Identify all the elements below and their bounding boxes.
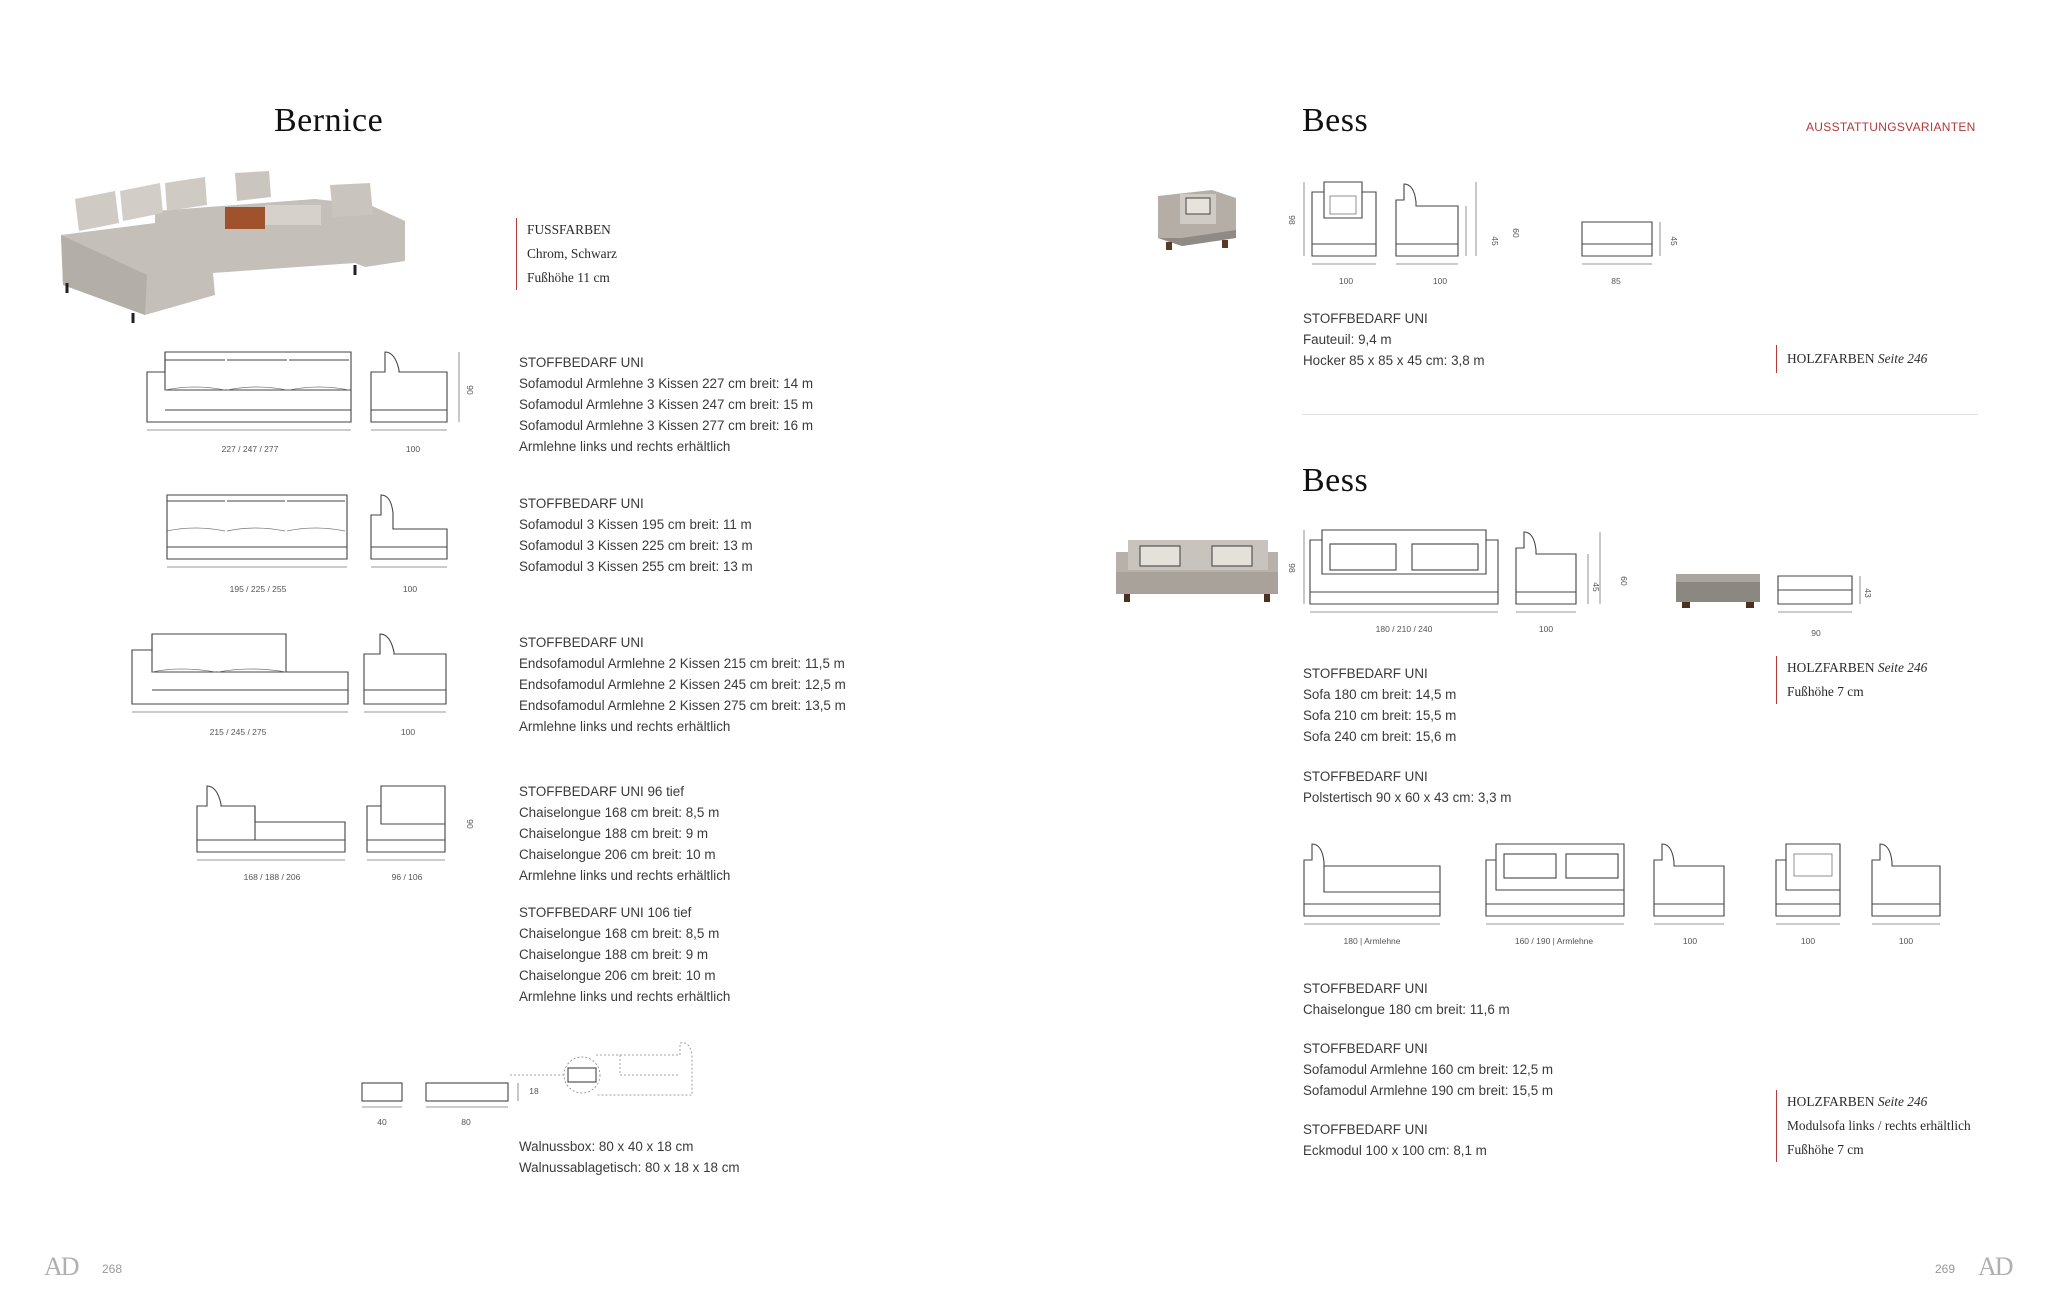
block-line: Sofamodul Armlehne 3 Kissen 227 cm breit: 14 m bbox=[519, 376, 813, 391]
dim-fauteuil-depth: 100 bbox=[1432, 276, 1448, 286]
dim-box-a: 40 bbox=[377, 1117, 387, 1127]
drawing-sofamodul-3-kissen bbox=[165, 493, 465, 573]
drawing-walnussbox bbox=[360, 1035, 730, 1115]
drawing-endsofamodul bbox=[130, 630, 460, 720]
text-block-bess-3 bbox=[1303, 766, 1511, 808]
block-heading: STOFFBEDARF UNI bbox=[519, 355, 644, 370]
dim-sofa-seat: 45 bbox=[1591, 582, 1601, 592]
block-line: Sofa 210 cm breit: 15,5 m bbox=[1303, 708, 1457, 723]
dim-d4-height: 90 bbox=[465, 819, 475, 829]
text-block-bess-6 bbox=[1303, 1119, 1487, 1161]
dim-d2-depth: 100 bbox=[402, 584, 418, 594]
logo-left: AD bbox=[44, 1252, 78, 1281]
holzfarben-line-2: Fußhöhe 7 cm bbox=[1787, 1142, 1864, 1157]
text-block-bess-5 bbox=[1303, 1038, 1553, 1101]
block-line: Sofamodul Armlehne 3 Kissen 277 cm breit: 16 m bbox=[519, 418, 813, 433]
block-line: Endsofamodul Armlehne 2 Kissen 245 cm breit: 12,5 m bbox=[519, 677, 846, 692]
dim-d1-width: 227 / 247 / 277 bbox=[221, 444, 279, 454]
dim-sofa-arm: 60 bbox=[1619, 576, 1629, 586]
holzfarben-ref: Seite 246 bbox=[1877, 660, 1928, 675]
bernice-title: Bernice bbox=[274, 102, 384, 139]
fuss-heading: FUSSFARBEN bbox=[527, 222, 611, 237]
block-heading: STOFFBEDARF UNI bbox=[1303, 769, 1428, 784]
holzfarben-ref: Seite 246 bbox=[1877, 1094, 1928, 1109]
section-label: AUSSTATTUNGSVARIANTEN bbox=[1806, 120, 1976, 134]
dim-d4-width: 168 / 188 / 206 bbox=[243, 872, 301, 882]
block-line: Fauteuil: 9,4 m bbox=[1303, 332, 1392, 347]
block-line: Polstertisch 90 x 60 x 43 cm: 3,3 m bbox=[1303, 790, 1512, 805]
block-line: Sofamodul Armlehne 3 Kissen 247 cm breit: 15 m bbox=[519, 397, 813, 412]
block-line: Chaiselongue 180 cm breit: 11,6 m bbox=[1303, 1002, 1510, 1017]
block-heading: STOFFBEDARF UNI bbox=[1303, 1122, 1428, 1137]
dim-d3-width: 215 / 245 / 275 bbox=[209, 727, 267, 737]
drawing-sofamodul-armlehne bbox=[145, 350, 475, 440]
block-heading: STOFFBEDARF UNI bbox=[1303, 311, 1428, 326]
bess-fauteuil-photo bbox=[1152, 180, 1242, 255]
dim-fauteuil-seat: 45 bbox=[1490, 236, 1500, 246]
block-line: Armlehne links und rechts erhältlich bbox=[519, 719, 731, 734]
drawing-bess-sofa bbox=[1300, 528, 1860, 620]
block-line: Armlehne links und rechts erhältlich bbox=[519, 989, 731, 1004]
text-block-3 bbox=[519, 632, 846, 737]
text-block-2 bbox=[519, 493, 753, 577]
block-line: Sofamodul Armlehne 190 cm breit: 15,5 m bbox=[1303, 1083, 1554, 1098]
bess-sofa-photo bbox=[1112, 532, 1282, 608]
fuss-colors: Chrom, Schwarz bbox=[527, 246, 617, 261]
holzfarben-callout-1 bbox=[1776, 345, 1927, 373]
dim-module-e: 100 bbox=[1898, 936, 1914, 946]
text-block-bess-2 bbox=[1303, 663, 1456, 747]
block-heading: STOFFBEDARF UNI 96 tief bbox=[519, 784, 684, 799]
dim-box-h: 18 bbox=[529, 1086, 539, 1096]
dim-sofa-width: 180 / 210 / 240 bbox=[1375, 624, 1433, 634]
holzfarben-callout-3 bbox=[1776, 1090, 1971, 1162]
bess-title-2: Bess bbox=[1302, 462, 1369, 499]
holzfarben-callout-2 bbox=[1776, 656, 1927, 704]
holzfarben-heading: HOLZFARBEN bbox=[1787, 351, 1875, 366]
block-line: Chaiselongue 206 cm breit: 10 m bbox=[519, 847, 716, 862]
dim-sofa-height: 98 bbox=[1287, 563, 1297, 573]
block-line: Sofamodul Armlehne 160 cm breit: 12,5 m bbox=[1303, 1062, 1554, 1077]
dim-fauteuil-arm: 60 bbox=[1511, 228, 1521, 238]
block-heading: STOFFBEDARF UNI bbox=[1303, 1041, 1428, 1056]
block-heading: STOFFBEDARF UNI bbox=[519, 635, 644, 650]
dim-tisch-height: 43 bbox=[1863, 588, 1873, 598]
block-line: Sofa 240 cm breit: 15,6 m bbox=[1303, 729, 1457, 744]
text-block-6 bbox=[519, 1136, 740, 1178]
dim-d3-depth: 100 bbox=[400, 727, 416, 737]
block-line: Chaiselongue 168 cm breit: 8,5 m bbox=[519, 805, 720, 820]
dim-fauteuil-width: 100 bbox=[1338, 276, 1354, 286]
logo-right: AD bbox=[1978, 1252, 2012, 1281]
block-line: Endsofamodul Armlehne 2 Kissen 275 cm breit: 13,5 m bbox=[519, 698, 846, 713]
dim-hocker-height: 45 bbox=[1669, 236, 1679, 246]
dim-module-d: 100 bbox=[1800, 936, 1816, 946]
block-line: Sofamodul 3 Kissen 225 cm breit: 13 m bbox=[519, 538, 753, 553]
dim-sofa-depth: 100 bbox=[1538, 624, 1554, 634]
block-line: Hocker 85 x 85 x 45 cm: 3,8 m bbox=[1303, 353, 1485, 368]
page-number-right: 269 bbox=[1935, 1262, 1956, 1276]
bess-title-1: Bess bbox=[1302, 102, 1369, 139]
holzfarben-ref: Seite 246 bbox=[1877, 351, 1928, 366]
block-line: Sofamodul 3 Kissen 195 cm breit: 11 m bbox=[519, 517, 752, 532]
drawing-chaiselongue bbox=[195, 780, 475, 870]
dim-chaiselongue: 180 | Armlehne bbox=[1343, 936, 1401, 946]
block-heading: STOFFBEDARF UNI bbox=[1303, 666, 1428, 681]
holzfarben-line: Fußhöhe 7 cm bbox=[1787, 684, 1864, 699]
dim-sofamodul: 160 / 190 | Armlehne bbox=[1514, 936, 1594, 946]
block-line: Walnussablagetisch: 80 x 18 x 18 cm bbox=[519, 1160, 740, 1175]
block-heading: STOFFBEDARF UNI bbox=[519, 496, 644, 511]
dim-box-b: 80 bbox=[461, 1117, 471, 1127]
dim-d4-depth: 96 / 106 bbox=[391, 872, 423, 882]
block-line: Chaiselongue 188 cm breit: 9 m bbox=[519, 826, 709, 841]
block-line: Armlehne links und rechts erhältlich bbox=[519, 439, 731, 454]
block-line: Armlehne links und rechts erhältlich bbox=[519, 868, 731, 883]
text-block-5 bbox=[519, 902, 730, 1007]
holzfarben-heading: HOLZFARBEN bbox=[1787, 1094, 1875, 1109]
dim-d1-depth: 100 bbox=[405, 444, 421, 454]
block-line: Endsofamodul Armlehne 2 Kissen 215 cm breit: 11,5 m bbox=[519, 656, 845, 671]
block-heading: STOFFBEDARF UNI 106 tief bbox=[519, 905, 692, 920]
bernice-sofa-photo bbox=[55, 165, 415, 325]
holzfarben-line-1: Modulsofa links / rechts erhältlich bbox=[1787, 1118, 1971, 1133]
block-line: Sofamodul 3 Kissen 255 cm breit: 13 m bbox=[519, 559, 753, 574]
fuss-height: Fußhöhe 11 cm bbox=[527, 270, 610, 285]
text-block-bess-4 bbox=[1303, 978, 1510, 1020]
page-number-left: 268 bbox=[102, 1262, 123, 1276]
dim-fauteuil-height: 98 bbox=[1287, 215, 1297, 225]
text-block-4 bbox=[519, 781, 730, 886]
text-block-bess-1 bbox=[1303, 308, 1485, 371]
block-line: Walnussbox: 80 x 40 x 18 cm bbox=[519, 1139, 694, 1154]
drawing-bess-modules bbox=[1300, 840, 1960, 930]
block-heading: STOFFBEDARF UNI bbox=[1303, 981, 1428, 996]
block-line: Sofa 180 cm breit: 14,5 m bbox=[1303, 687, 1457, 702]
fuss-callout bbox=[516, 218, 617, 290]
block-line: Chaiselongue 168 cm breit: 8,5 m bbox=[519, 926, 720, 941]
dim-d1-height: 90 bbox=[465, 385, 475, 395]
block-line: Eckmodul 100 x 100 cm: 8,1 m bbox=[1303, 1143, 1487, 1158]
block-line: Chaiselongue 188 cm breit: 9 m bbox=[519, 947, 709, 962]
dim-tisch-width: 90 bbox=[1811, 628, 1821, 638]
dim-d2-width: 195 / 225 / 255 bbox=[229, 584, 287, 594]
text-block-1 bbox=[519, 352, 813, 457]
drawing-fauteuil bbox=[1300, 178, 1690, 268]
block-line: Chaiselongue 206 cm breit: 10 m bbox=[519, 968, 716, 983]
dim-hocker-width: 85 bbox=[1611, 276, 1621, 286]
dim-module-c: 100 bbox=[1682, 936, 1698, 946]
holzfarben-heading: HOLZFARBEN bbox=[1787, 660, 1875, 675]
section-divider bbox=[1302, 414, 1978, 415]
